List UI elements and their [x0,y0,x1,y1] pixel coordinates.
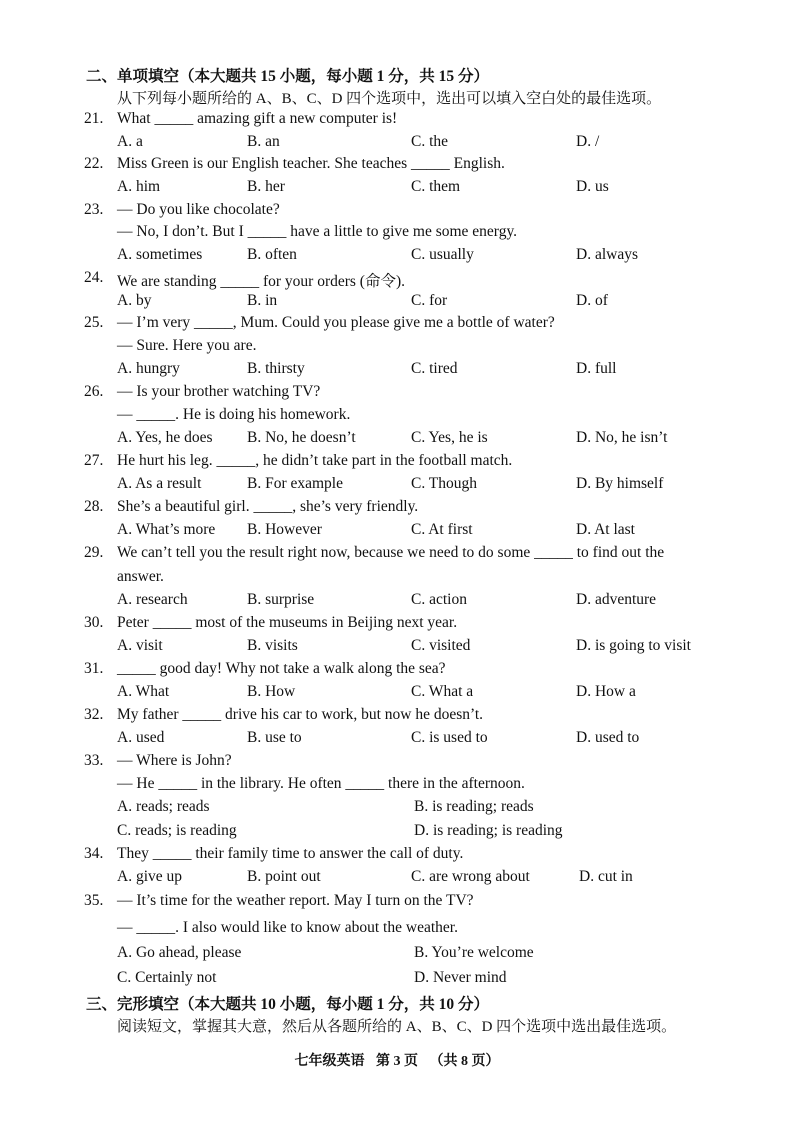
option-c: C. for [411,292,448,309]
option-c: C. usually [411,246,474,263]
question-number: 28. [84,498,104,515]
question-text: — It’s time for the weather report. May I turn on the TV? [117,892,474,909]
option-a: A. a [117,133,143,150]
question-text: — I’m very _____, Mum. Could you please give me a bottle of water? [117,314,555,331]
option-c: C. is used to [411,729,488,746]
option-b: B. surprise [247,591,315,608]
option-d: D. At last [576,521,635,538]
question-text: He hurt his leg. _____, he didn’t take part in the football match. [117,452,513,469]
option-d: D. No, he isn’t [576,429,668,446]
option-c: C. them [411,178,461,195]
option-a: A. visit [117,637,163,654]
footer-subject: 七年级英语 [294,1054,365,1069]
option-b: B. How [247,683,296,700]
section2-instruction: 从下列每小题所给的 A、B、C、D 四个选项中，选出可以填入空白处的最佳选项。 [117,91,662,107]
option-c: C. the [411,133,449,150]
option-d: D. cut in [579,868,633,885]
question-text: We are standing _____ for your orders (命令). [117,273,406,290]
option-b: B. often [247,246,297,263]
option-b: B. No, he doesn’t [247,429,356,446]
option-a: A. Yes, he does [117,429,213,446]
question-text: We can’t tell you the result right now, because we need to do some _____ to find out the [117,544,665,561]
question-text: — He _____ in the library. He often _____ there in the afternoon. [117,775,525,792]
section3-instruction: 阅读短文，掌握其大意，然后从各题所给的 A、B、C、D 四个选项中选出最佳选项。 [117,1019,677,1035]
question-number: 33. [84,752,104,769]
question-text: — Where is John? [117,752,232,769]
question-number: 30. [84,614,104,631]
option-c: C. are wrong about [411,868,530,885]
question-text: — Do you like chocolate? [117,201,280,218]
option-b: B. point out [247,868,321,885]
option-a: A. What’s more [117,521,216,538]
option-a: A. research [117,591,188,608]
option-b: B. in [247,292,278,309]
option-c: C. What a [411,683,474,700]
option-d: D. adventure [576,591,657,608]
question-number: 25. [84,314,104,331]
option-c: C. tired [411,360,458,377]
question-text: — Sure. Here you are. [117,337,257,354]
question-text: — _____. I also would like to know about the weather. [117,919,458,936]
option-c: C. Yes, he is [411,429,488,446]
option-a: A. by [117,292,152,309]
option-c: C. At first [411,521,473,538]
footer-total: （共 8 页） [429,1054,500,1069]
question-number: 24. [84,269,104,286]
option-b: B. For example [247,475,343,492]
option-c: C. Though [411,475,478,492]
option-b: B. her [247,178,285,195]
question-number: 26. [84,383,104,400]
option-d: D. is going to visit [576,637,691,654]
option-c: C. action [411,591,467,608]
question-text: Miss Green is our English teacher. She teaches _____ English. [117,155,505,172]
question-text: She’s a beautiful girl. _____, she’s very friendly. [117,498,419,515]
option-a: A. him [117,178,161,195]
option-a: A. sometimes [117,246,203,263]
option-d: D. / [576,133,600,150]
question-number: 32. [84,706,104,723]
question-number: 27. [84,452,104,469]
footer-page: 第 3 页 [376,1054,418,1069]
option-b: B. However [247,521,322,538]
question-number: 22. [84,155,104,172]
option-b: B. use to [247,729,302,746]
option-c: C. Certainly not [117,969,217,986]
question-text: My father _____ drive his car to work, but now he doesn’t. [117,706,484,723]
option-d: D. of [576,292,608,309]
option-b: B. thirsty [247,360,305,377]
option-d: D. us [576,178,609,195]
option-d: D. Never mind [414,969,507,986]
option-b: B. an [247,133,280,150]
question-text: _____ good day! Why not take a walk along the sea? [117,660,446,677]
option-d: D. always [576,246,638,263]
option-d: D. By himself [576,475,664,492]
option-a: A. hungry [117,360,180,377]
question-text: answer. [117,568,164,585]
question-number: 29. [84,544,104,561]
option-d: D. full [576,360,617,377]
question-text: What _____ amazing gift a new computer is! [117,110,398,127]
question-text: Peter _____ most of the museums in Beijing next year. [117,614,458,631]
option-d: D. How a [576,683,636,700]
question-text: They _____ their family time to answer the call of duty. [117,845,464,862]
option-b: B. is reading; reads [414,798,534,815]
option-b: B. visits [247,637,298,654]
page-footer [0,1050,794,1070]
question-number: 35. [84,892,104,909]
option-a: A. As a result [117,475,202,492]
question-number: 21. [84,110,104,127]
question-number: 34. [84,845,104,862]
question-number: 31. [84,660,104,677]
option-c: C. reads; is reading [117,822,237,839]
question-number: 23. [84,201,104,218]
option-b: B. You’re welcome [414,944,534,961]
section2-heading: 二、单项填空（本大题共 15 小题，每小题 1 分，共 15 分） [86,68,490,85]
option-d: D. used to [576,729,640,746]
section3-heading: 三、完形填空（本大题共 10 小题，每小题 1 分，共 10 分） [86,996,490,1013]
option-a: A. reads; reads [117,798,210,815]
option-a: A. Go ahead, please [117,944,242,961]
question-text: — _____. He is doing his homework. [117,406,351,423]
option-c: C. visited [411,637,471,654]
option-a: A. What [117,683,170,700]
question-text: — Is your brother watching TV? [117,383,321,400]
option-d: D. is reading; is reading [414,822,563,839]
question-text: — No, I don’t. But I _____ have a little to give me some energy. [117,223,518,240]
option-a: A. give up [117,868,183,885]
option-a: A. used [117,729,165,746]
